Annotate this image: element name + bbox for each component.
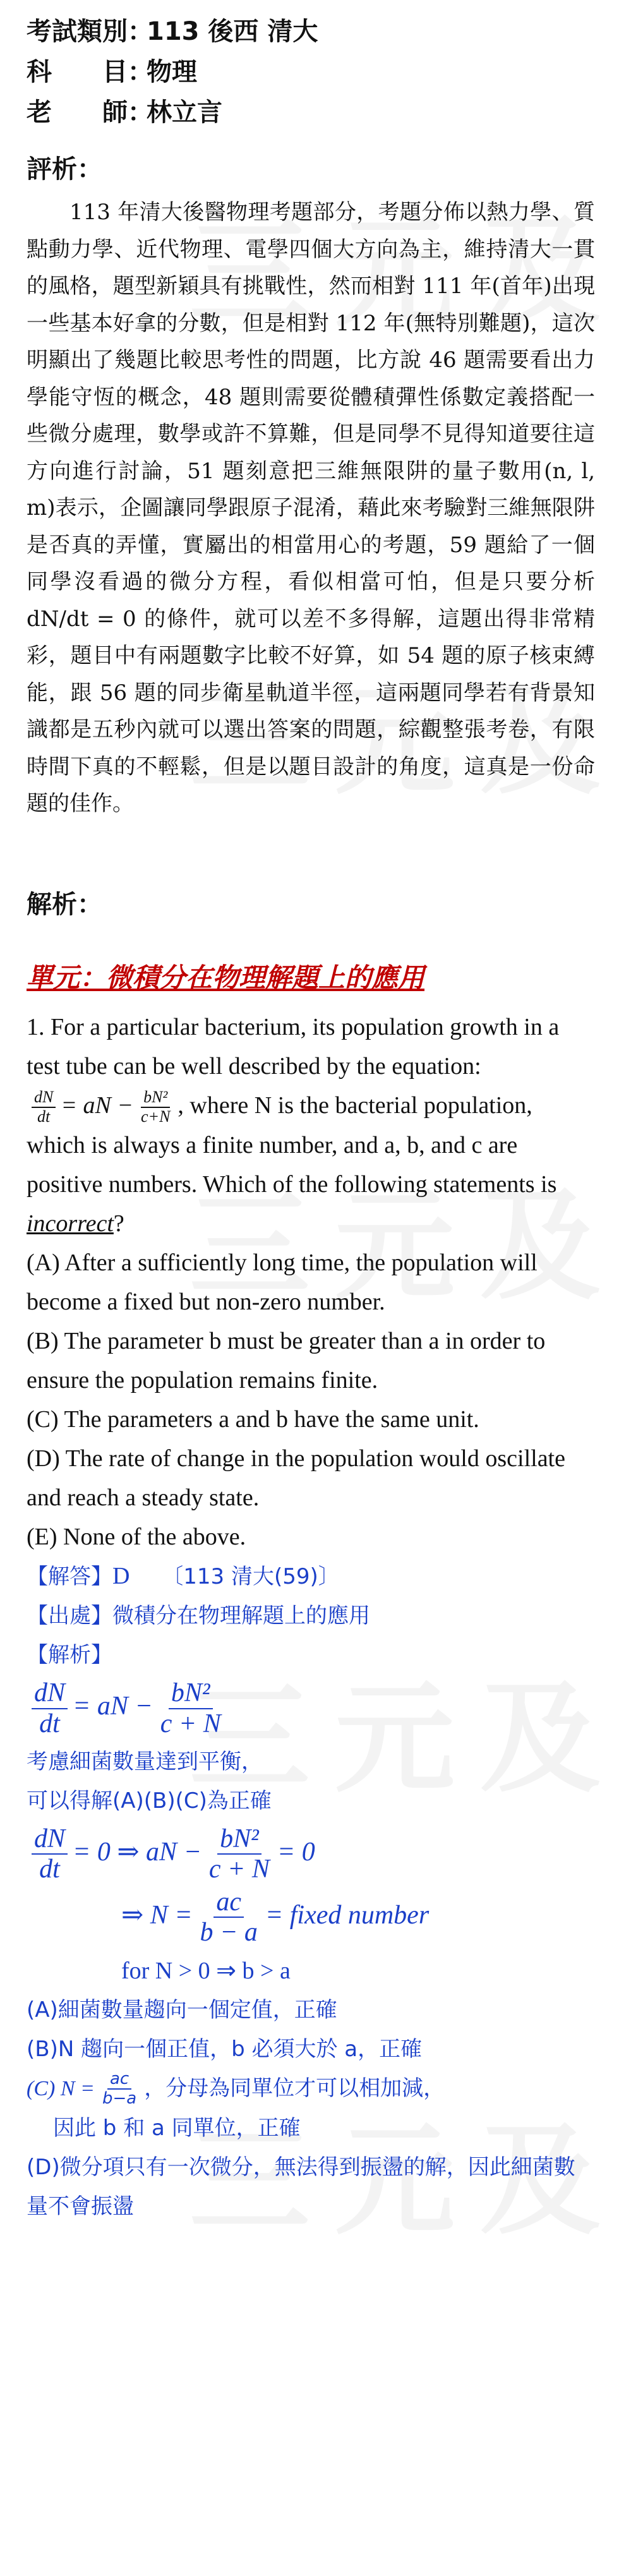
source-row [27,1596,595,1635]
equation-3 [27,1887,595,1947]
option-b: (B) The parameter b must be greater than a in order to ensure the population remains finite. [27,1328,546,1394]
condition-line: for N > 0 ⇒ b > a [121,1957,291,1984]
header-teacher-row [27,92,595,133]
eq3-frac [198,1887,260,1947]
explain-tag: 【解析】 [27,1642,112,1668]
eq-den: dt [39,1854,60,1884]
eq2-mid: = 0 ⇒ aN − [73,1837,201,1867]
header-subject-label: 科 目： [27,57,153,87]
eq1-mid: = aN − [73,1692,153,1721]
question-intro: 1. For a particular bacterium, its population growth in a test tube can be well described by the equation: [27,1013,560,1080]
source-value: 微積分在物理解題上的應用 [112,1603,370,1629]
eq-den: b − a [200,1918,258,1947]
equation-1 [27,1678,595,1738]
eq-num: ac [107,2070,131,2090]
balance-line: 考慮細菌數量達到平衡， [27,1748,263,1774]
explain-c2: 因此 b 和 a 同單位，正確 [53,2115,301,2141]
header-category-value: 113 後西 清大 [147,17,318,46]
eq-num: ac [213,1887,244,1918]
exam-header [27,11,595,133]
eq-den: b−a [102,2089,137,2108]
conclude-line: 可以得解(A)(B)(C)為正確 [27,1788,272,1814]
eq1-rhs [158,1678,224,1738]
option-e: (E) None of the above. [27,1524,246,1551]
question-eq-lhs [32,1088,56,1126]
question-emph: incorrect [27,1210,114,1237]
eq-num: bN² [217,1824,261,1855]
eq2-end: = 0 [277,1837,315,1867]
question-block [27,1008,595,1557]
question-eq-rhs [138,1088,172,1126]
explain-c-pre: (C) N = [27,2076,95,2100]
question-eq-mid: = aN − [61,1092,133,1119]
explain-b: (B)N 趨向一個正值，b 必須大於 a，正確 [27,2036,423,2062]
eq-num: bN² [169,1678,213,1709]
eq1-lhs [32,1678,68,1738]
answer-value: D [112,1563,130,1590]
analysis-section [27,194,595,822]
question-after-eq: , where N is the bacterial population, which is always a finite number, and a, b, and c are positive numbers. Which of the following statements is [27,1092,557,1198]
explain-row [27,1635,595,1675]
solution-title: 解析： [27,889,102,919]
document-page [27,11,595,2226]
option-c: (C) The parameters a and b have the same unit. [27,1406,479,1433]
analysis-title: 評析： [27,155,102,184]
answer-row [27,1556,595,1596]
option-d: (D) The rate of change in the population would oscillate and reach a steady state. [27,1445,565,1512]
header-teacher-label: 老 師： [27,98,153,127]
eq3-pre: ⇒ N = [121,1900,193,1930]
header-subject-row [27,52,595,92]
answer-ref: 〔113 清大(59)〕 [162,1564,340,1590]
explain-a: (A)細菌數量趨向一個定值，正確 [27,1997,337,2023]
explain-c-post: ，分母為同單位才可以相加減， [144,2075,445,2101]
header-teacher-value: 林立言 [147,98,222,127]
eq-den: dt [37,1107,51,1126]
option-a: (A) After a sufficiently long time, the population will become a fixed but non-zero number. [27,1249,538,1316]
eq-den: c + N [160,1709,221,1738]
explain-c-frac [100,2070,139,2107]
unit-heading: 單元：微積分在物理解題上的應用 [27,961,425,993]
header-category-row [27,11,595,52]
analysis-paragraph: 113 年清大後醫物理考題部分，考題分佈以熱力學、質點動力學、近代物理、電學四個大方向為主，維持清大一貫的風格，題型新穎具有挑戰性，然而相對 111 年(首年)出現一些基本好拿的分數，但是相對 112 年(無特別難題)，這次明顯出了幾題比較思考性的問題，比方說 46 題需要看出力學能守恆的概念，48 題則需要從體積彈性係數定義搭配一些微分處理，數學或許不算難，但是同學不見得知道要往這方向進行討論，51 題刻意把三維無限阱的量子數用(n, l, m)表示，企圖讓同學跟原子混淆，藉此來考驗對三維無限阱是否真的弄懂，實屬出的相當用心的考題，59 題給了一個同學沒看過的微分方程，看似相當可怕，但是只要分析 dN/dt = 0 的條件，就可以差不多得解，這題出得非常精彩，題目中有兩題數字比較不好算，如 54 題的原子核束縛能，跟 56 題的同步衛星軌道半徑，這兩題同學若有背景知識都是五秒內就可以選出答案的問題，綜觀整張考卷，有限時間下真的不輕鬆，但是以題目設計的角度，這真是一份命題的佳作。 [27,200,595,816]
eq-den: dt [39,1709,60,1738]
header-subject-value: 物理 [147,57,197,87]
header-category-label: 考試類別： [27,17,153,46]
question-mark: ? [113,1210,124,1237]
answer-tag: 【解答】 [27,1564,112,1590]
eq-num: dN [32,1824,68,1855]
eq-den: c+N [140,1107,171,1126]
eq3-end: = fixed number [265,1900,430,1930]
eq-num: dN [32,1678,68,1709]
eq-num: bN² [141,1088,170,1108]
eq2-lhs [32,1824,68,1884]
eq2-rhs [207,1824,272,1884]
explain-c [27,2069,595,2109]
explain-d: (D)微分項只有一次微分，無法得到振盪的解，因此細菌數量不會振盪 [27,2154,575,2219]
source-tag: 【出處】 [27,1603,112,1629]
equation-2 [27,1824,595,1884]
eq-den: c + N [208,1854,270,1884]
eq-num: dN [32,1088,56,1108]
